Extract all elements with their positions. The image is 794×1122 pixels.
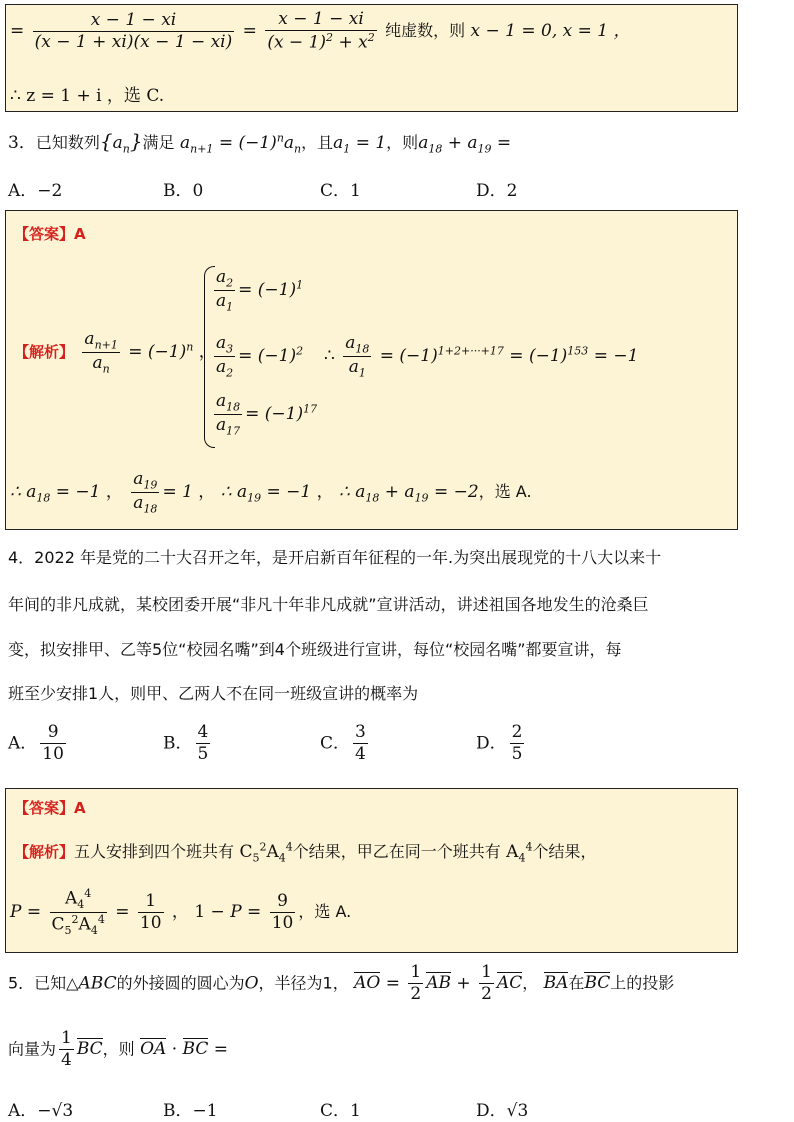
q3-recurrence: $a_{n+1} = (-1)^na_n$ <box>179 131 302 156</box>
q4-probability-formula: P = $\frac{A_4^4}{C_5^2A_4^4}$ = $\frac{1}{10}$ ， 1 − P = $\frac{9}{10}$ ，选 A. <box>10 887 352 937</box>
q2-solution-result: x − 1 = 0, x = 1 ， <box>470 21 631 42</box>
solution-box-q2-continued <box>5 4 738 112</box>
q4-option-d[interactable]: D． $\frac{2}{5}$ <box>476 722 523 765</box>
answer-box-q3 <box>5 210 738 530</box>
q4-option-b[interactable]: B． $\frac{4}{5}$ <box>163 722 209 765</box>
q2-solution-conclusion: ∴ z = 1 + i ，选 C. <box>10 86 165 106</box>
question-5-line-2: 向量为 $\frac{1}{4}$ BC，则 OA · BC = <box>8 1028 229 1071</box>
q2-solution-equation: = $\frac{x - 1 - xi}{(x - 1 + xi)(x - 1 - xi)}$ = $\frac{x - 1 - xi}{(x - 1)^2 + x^2}$ 纯虚数，则 x − 1 = 0, x = 1 ， <box>10 9 631 53</box>
q4-analysis-line: 【解析】五人安排到四个班共有 $C_5^2A_4^4$个结果，甲乙在同一个班共有 $A_4^4$个结果， <box>14 840 597 865</box>
q5-option-c[interactable]: C．1 <box>320 1101 361 1121</box>
q5-option-b[interactable]: B．−1 <box>163 1101 218 1121</box>
q3-option-a[interactable]: A．−2 <box>8 181 63 201</box>
q3-option-c[interactable]: C．1 <box>320 181 361 201</box>
question-4-line-1: 4．2022 年是党的二十大召开之年，是开启新百年征程的一年.为突出展现党的十八大以来十 <box>8 548 662 567</box>
answer-value: A <box>74 225 86 243</box>
question-4-line-2: 年间的非凡成就，某校团委开展“非凡十年非凡成就”宣讲活动，讲述祖国各地发生的沧桑巨 <box>8 595 649 614</box>
q3-answer-line <box>14 223 86 244</box>
q3-system-eq1: $\frac{a_2}{a_1}$ = $(-1)^1$ <box>216 267 304 314</box>
question-4-line-4: 班至少安排1人，则甲、乙两人不在同一班级宣讲的概率为 <box>8 684 419 703</box>
q3-product-result: ∴ $\frac{a_{18}}{a_1}$ = $(-1)^{1+2+\cdot\cdot\cdot+17} = (-1)^{153} = -1$ <box>324 333 639 380</box>
q3-analysis-main: 【解析】 $\frac{a_{n+1}}{a_n}$ = $(-1)^n$ ， <box>14 329 216 376</box>
analysis-tag: 【解析】 <box>14 343 75 362</box>
q3-final-line: ∴ $a_{18} = -1$ ， $\frac{a_{19}}{a_{18}}$ = 1 ， ∴ $a_{19} = -1$ ， ∴ $a_{18} + a_{19} = -2$，选 A. <box>10 469 532 516</box>
answer-box-q4 <box>5 788 738 953</box>
q4-answer-line: 【答案】A <box>14 799 86 817</box>
answer-tag: 【答案】 <box>14 225 75 243</box>
q4-option-a[interactable]: A． $\frac{9}{10}$ <box>8 722 64 765</box>
q5-option-a[interactable]: A．−√3 <box>8 1101 74 1121</box>
question-number: 3． <box>8 133 36 153</box>
q3-option-d[interactable]: D．2 <box>476 181 518 201</box>
question-5-line-1: 5．已知△ABC的外接圆的圆心为O，半径为1， AO = $\frac{1}{2}$ AB + $\frac{1}{2}$ AC， BA在BC上的投影 <box>8 962 675 1005</box>
q3-option-b[interactable]: B．0 <box>163 181 204 201</box>
question-3-stem: 3．已知数列$\{a_n\}$满足 $a_{n+1} = (-1)^na_n$，且$a_1 = 1$，则$a_{18} + a_{19}$ = <box>8 129 512 156</box>
q5-option-d[interactable]: D．√3 <box>476 1101 529 1121</box>
q3-system-eq3: $\frac{a_{18}}{a_{17}}$ = $(-1)^{17}$ <box>216 391 318 438</box>
question-4-line-3: 变，拟安排甲、乙等5位“校园名嘴”到4个班级进行宣讲，每位“校园名嘴”都要宣讲，每 <box>8 640 622 659</box>
q3-system-eq2: $\frac{a_3}{a_2}$ = $(-1)^2$ <box>216 333 304 380</box>
q2-solution-text: 纯虚数，则 <box>385 21 466 41</box>
q4-option-c[interactable]: C． $\frac{3}{4}$ <box>320 722 366 765</box>
